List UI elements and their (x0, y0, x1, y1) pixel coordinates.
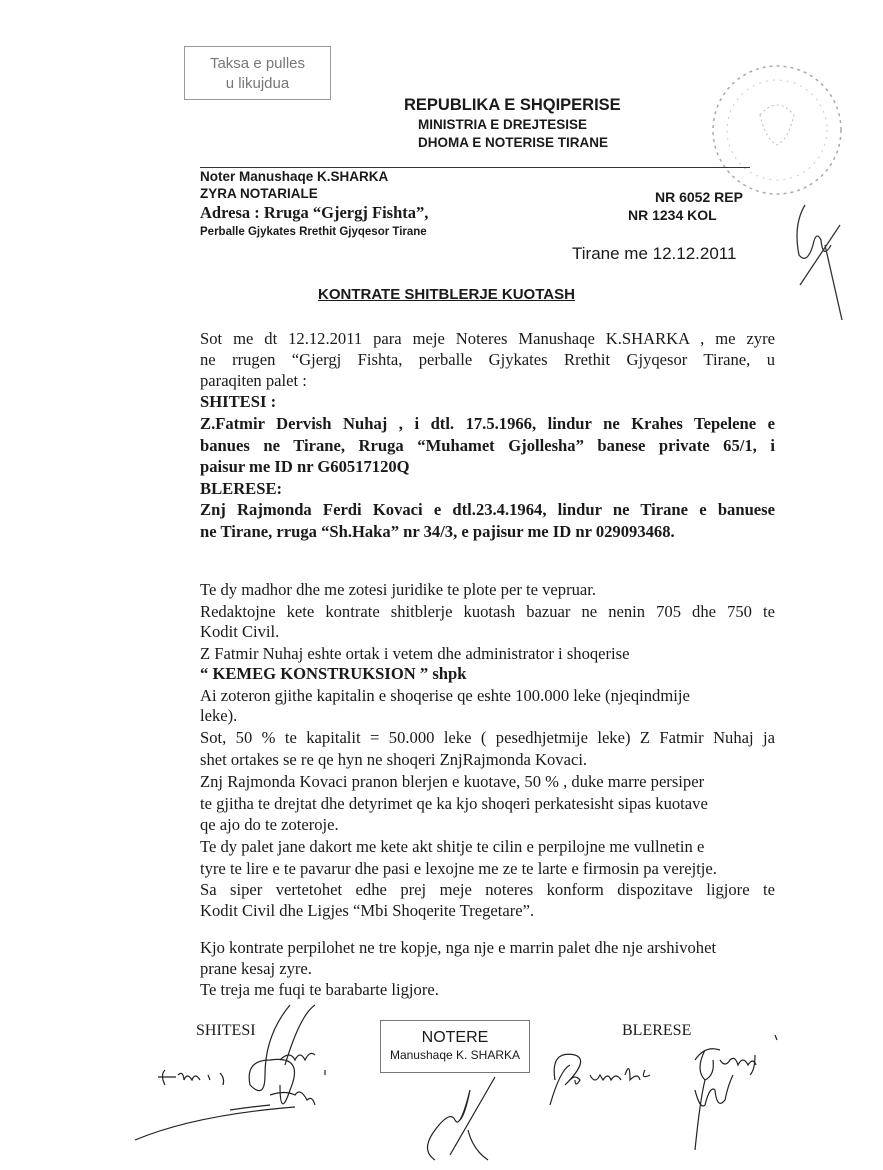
body-line: Sot me dt 12.12.2011 para meje Noteres Manushaqe K.SHARKA , me zyre (200, 329, 775, 348)
reference-kol: NR 1234 KOL (628, 207, 717, 223)
buyer-details: Znj Rajmonda Ferdi Kovaci e dtl.23.4.1964, lindur ne Tirane e banuese (200, 500, 775, 519)
seller-signature-label: SHITESI (196, 1022, 256, 1039)
notary-stamp-title: NOTERE (421, 1029, 489, 1046)
body-line: Te dy palet jane dakort me kete akt shitje te cilin e perpilojne me vullnetin e (200, 837, 705, 856)
buyer-details: ne Tirane, rruga “Sh.Haka” nr 34/3, e pajisur me ID nr 029093468. (200, 522, 675, 541)
reference-rep: NR 6052 REP (655, 189, 743, 205)
company-name: “ KEMEG KONSTRUKSION ” shpk (200, 664, 467, 683)
seller-heading: SHITESI : (200, 392, 277, 411)
header-chamber: DHOMA E NOTERISE TIRANE (418, 135, 609, 150)
seller-signature-icon (130, 995, 360, 1145)
stamp-tax-line1: Taksa e pulles (209, 55, 306, 72)
seller-details: paisur me ID nr G60517120Q (200, 457, 410, 476)
stamp-tax-box (184, 46, 331, 100)
body-line: prane kesaj zyre. (200, 959, 312, 978)
buyer-signature-icon (535, 1030, 825, 1155)
body-line: Sa siper vertetohet edhe prej meje noteres konform dispozitave ligjore te (200, 880, 775, 899)
body-line: leke). (200, 706, 238, 725)
body-line: Te dy madhor dhe me zotesi juridike te plote per te vepruar. (200, 580, 597, 599)
body-line: qe ajo do te zoteroje. (200, 815, 339, 834)
body-line: ne rrugen “Gjergj Fishta, perballe Gjykates Rrethit Gjyqesor Tirane, u (200, 350, 775, 369)
body-line: Redaktojne kete kontrate shitblerje kuotash bazuar ne nenin 705 dhe 750 te (200, 602, 775, 621)
notary-initials-signature-icon (780, 185, 860, 325)
body-line: tyre te lire e te pavarur dhe pasi e lexojne me ze te larte e firmosin pa verejtje. (200, 859, 717, 878)
buyer-heading: BLERESE: (200, 479, 283, 498)
seller-details: banues ne Tirane, Rruga “Muhamet Gjollesha” banese private 65/1, i (200, 436, 775, 455)
stamp-tax-line2: u likujdua (225, 75, 290, 92)
place-date: Tirane me 12.12.2011 (572, 244, 737, 263)
notary-address-line2: Perballe Gjykates Rrethit Gjyqesor Tirane (200, 226, 427, 238)
notary-address: Adresa : Rruga “Gjergj Fishta”, (200, 203, 429, 222)
body-line: shet ortakes se re qe hyn ne shoqeri ZnjRajmonda Kovaci. (200, 750, 588, 769)
body-line: paraqiten palet : (200, 371, 307, 390)
body-line: Kodit Civil. (200, 622, 280, 641)
notary-signature-icon (400, 1075, 520, 1165)
body-line: Znj Rajmonda Kovaci pranon blerjen e kuotave, 50 % , duke marre persiper (200, 772, 705, 791)
seller-details: Z.Fatmir Dervish Nuhaj , i dtl. 17.5.1966, lindur ne Krahes Tepelene e (200, 414, 775, 433)
body-line: Z Fatmir Nuhaj eshte ortak i vetem dhe administrator i shoqerise (200, 644, 630, 663)
notary-stamp-name: Manushaqe K. SHARKA (389, 1048, 521, 1062)
body-line: Ai zoteron gjithe kapitalin e shoqerise qe eshte 100.000 leke (njeqindmije (200, 686, 690, 705)
body-line: Kjo kontrate perpilohet ne tre kopje, nga nje e marrin palet dhe nje arshivohet (200, 938, 717, 957)
header-divider (200, 167, 750, 168)
body-line: te gjitha te drejtat dhe detyrimet qe ka kjo shoqeri perkatesisht sipas kuotave (200, 794, 708, 813)
notary-name: Noter Manushaqe K.SHARKA (200, 169, 389, 184)
body-line: Sot, 50 % te kapitalit = 50.000 leke ( pesedhjetmije leke) Z Fatmir Nuhaj ja (200, 728, 775, 747)
buyer-signature-label: BLERESE (622, 1022, 692, 1039)
notary-stamp-box (380, 1020, 530, 1073)
body-line: Te treja me fuqi te barabarte ligjore. (200, 980, 439, 999)
notary-office: ZYRA NOTARIALE (200, 186, 318, 201)
body-line: Kodit Civil dhe Ligjes “Mbi Shoqerite Tregetare”. (200, 901, 535, 920)
document-title: KONTRATE SHITBLERJE KUOTASH (318, 286, 575, 303)
header-ministry: MINISTRIA E DREJTESISE (418, 117, 588, 132)
header-republic: REPUBLIKA E SHQIPERISE (404, 96, 621, 114)
